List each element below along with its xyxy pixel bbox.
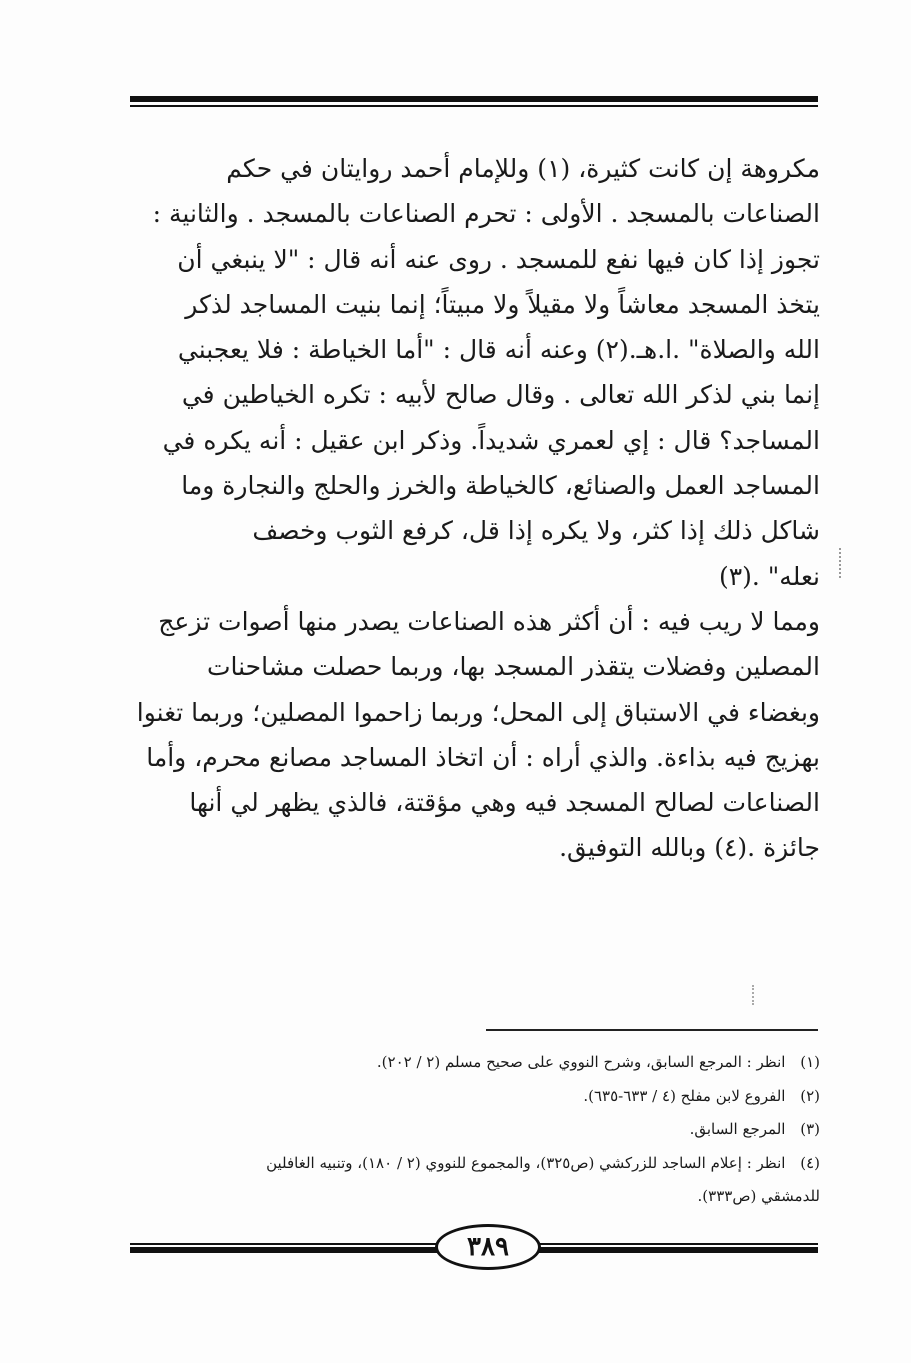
text-line: المصلين وفضلات يتقذر المسجد بها، وربما حصلت مشاحنات [206, 652, 820, 682]
text-line: الصناعات بالمسجد . الأولى : تحرم الصناعات بالمسجد . والثانية : [152, 199, 820, 229]
text-line: تجوز إذا كان فيها نفع للمسجد . روى عنه أنه قال : "لا ينبغي أن [177, 244, 820, 274]
text-line: ومما لا ريب فيه : أن أكثر هذه الصناعات يصدر منها أصوات تزعج [158, 606, 820, 636]
page-number: ٣٨٩ [435, 1224, 541, 1270]
text-line: الله والصلاة" .ا.هـ.(٢) وعنه أنه قال : "أما الخياطة : فلا يعجبني [177, 335, 820, 365]
text-line: الصناعات لصالح المسجد فيه وهي مؤقتة، فالذي يظهر لي أنها [189, 788, 820, 818]
text-line: شاكل ذلك إذا كثر، ولا يكره إذا قل، كرفع الثوب وخصف [252, 516, 820, 546]
footnote-4 [130, 1147, 820, 1181]
text-line: إنما بني لذكر الله تعالى . وقال صالح لأبيه : تكره الخياطين في [181, 380, 820, 410]
text-line: وبغضاء في الاستباق إلى المحل؛ وربما زاحموا المصلين؛ وربما تغنوا [136, 697, 820, 727]
margin-mark [752, 985, 758, 1005]
text-line: المساجد؟ قال : إي لعمري شديداً. وذكر ابن عقيل : أنه يكره في [162, 425, 820, 455]
footnote-1 [130, 1046, 820, 1080]
footnote-text: الفروع لابن مفلح (٤ / ٦٣٣-٦٣٥). [583, 1086, 786, 1105]
text-line: بهزيج فيه بذاءة. والذي أراه : أن اتخاذ المساجد مصانع محرم، وأما [146, 742, 820, 772]
main-text [130, 146, 820, 871]
footnote-text: المرجع السابق. [689, 1120, 786, 1138]
footnote-text: انظر : إعلام الساجد للزركشي (ص٣٢٥)، والمجموع للنووي (٢ / ١٨٠)، وتنبيه الغافلين [266, 1153, 786, 1172]
text-line: يتخذ المسجد معاشاً ولا مقيلاً ولا مبيتاً؛ إنما بنيت المساجد لذكر [185, 289, 820, 319]
footnote-number: (٢) [800, 1086, 820, 1105]
footnote-separator [486, 1029, 818, 1031]
text-line: مكروهة إن كانت كثيرة، (١) وللإمام أحمد روايتان في حكم [226, 154, 820, 183]
footnote-3 [130, 1113, 820, 1147]
text-line: جائزة .(٤) وبالله التوفيق. [559, 833, 820, 863]
header-rule-thin [130, 105, 818, 107]
footnote-number: (١) [800, 1053, 820, 1071]
footnote-text: انظر : المرجع السابق، وشرح النووي على صحيح مسلم (٢ / ٢٠٢). [376, 1053, 786, 1071]
footnote-2 [130, 1080, 820, 1114]
footnote-4-continuation: للدمشقي (ص٣٣٣). [697, 1187, 820, 1205]
text-line: المساجد العمل والصنائع، كالخياطة والخرز والحلج والنجارة وما [181, 471, 820, 501]
text-line: نعله" .(٣) [718, 561, 820, 591]
header-rule-thick [130, 96, 818, 102]
footnote-number: (٤) [800, 1153, 820, 1172]
footnotes [130, 1046, 820, 1214]
footnote-number: (٣) [800, 1120, 820, 1138]
margin-mark [839, 548, 845, 578]
header-rule [130, 96, 818, 110]
